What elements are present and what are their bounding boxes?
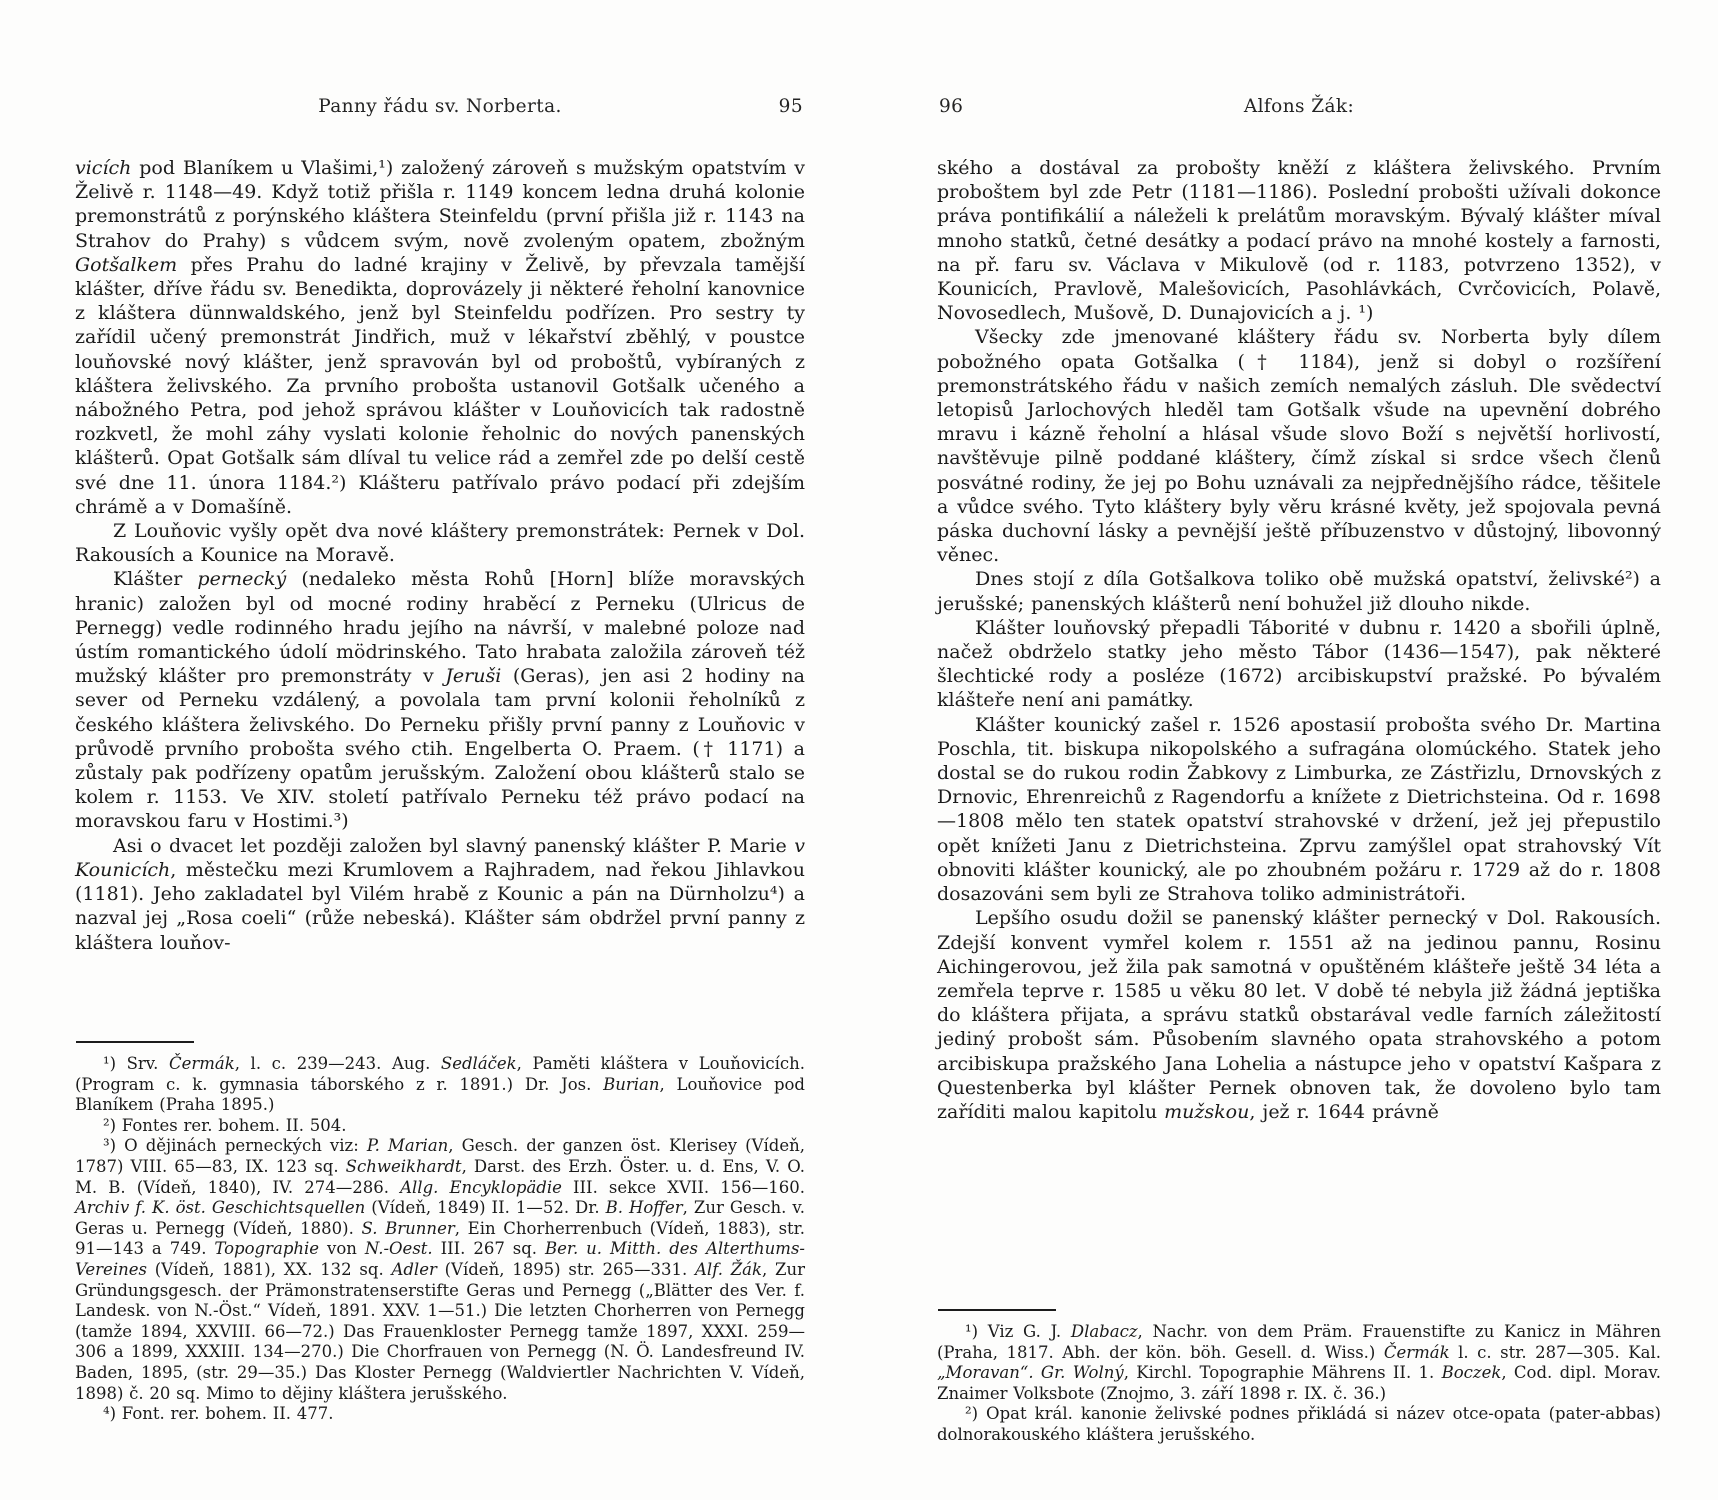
right-main-text (937, 156, 1661, 1302)
right-footnote-separator (938, 1309, 1056, 1311)
left-running-head (75, 96, 805, 122)
paragraph: Klášter louňovský přepadli Táborité v dubnu r. 1420 a sbořili úplně, načež obdrželo statky jeho město Tábor (1436—1547), pak některé šlechtické rody a posléze (1672) arcibiskupství pražské. Po bývalém klášteře není ani památky. (937, 616, 1661, 712)
paragraph: Z Louňovic vyšly opět dva nové kláštery premonstrátek: Pernek v Dol. Rakousích a Kounice na Moravě. (75, 520, 805, 567)
page-right (859, 0, 1718, 1500)
left-body (75, 156, 805, 1425)
left-footnote-separator (76, 1041, 194, 1043)
paragraph: Asi o dvacet let později založen byl slavný panenský klášter P. Marie v Kounicích, městečku mezi Krumlovem a Rajhradem, nad řekou Jihlavkou (1181). Jeho zakladatel byl Vilém hrabě z Kounic a pán na Dürnholzu⁴) a nazval jej „Rosa coeli“ (růže nebeská). Klášter sám obdržel první panny z kláštera louňov- (75, 834, 805, 954)
footnote: ²) Opat král. kanonie želivské podnes přikládá si název otce-opata (pater-abbas) dolnorakouského kláštera jerušského. (937, 1404, 1661, 1444)
left-footnotes (75, 1054, 805, 1425)
right-header-title: Alfons Žák: (1243, 96, 1355, 117)
paragraph: vicích pod Blaníkem u Vlašimi,¹) založený zároveň s mužským opatstvím v Želivě r. 1148—49. Když totiž přišla r. 1149 koncem ledna druhá kolonie premonstrátů z porýnského kláštera Steinfeldu (první přišla již r. 1143 na Strahov do Prahy) s vůdcem svým, nově zvoleným opatem, zbožným Gotšalkem přes Prahu do ladné krajiny v Želivě, by převzala tamější klášter, dříve řádu sv. Benedikta, doprovázely ji některé řeholní kanovnice z kláštera dünnwaldského, jenž byl Steinfeldu podřízen. Pro sestry ty zařídil učený premonstrát Jindřich, muž v lékařství zběhlý, v poustce louňovské nový klášter, jenž spravován byl od proboštů, vybíraných z kláštera želivského. Za prvního probošta ustanovil Gotšalk učeného a nábožného Petra, pod jehož správou klášter v Louňovicích tak radostně rozkvetl, že mohl záhy vyslati kolonie řeholnic do nových panenských klášterů. Opat Gotšalk sám dlíval tu velice rád a zemřel zde po delší cestě své dne 11. února 1184.²) Klášteru patřívalo právo podací při zdejším chrámě a v Domašíně. (75, 157, 805, 518)
left-page-number: 95 (778, 96, 803, 117)
right-footnotes (937, 1322, 1661, 1446)
right-page-number: 96 (939, 96, 964, 117)
paragraph: Dnes stojí z díla Gotšalkova toliko obě mužská opatství, želivské²) a jerušské; panenských klášterů není bohužel již dlouho nikde. (937, 568, 1661, 615)
paragraph: Klášter pernecký (nedaleko města Rohů [Horn] blíže moravských hranic) založen byl od mocné rodiny hraběcí z Perneku (Ulricus de Pernegg) vedle rodinného hradu jejího na návrší, v malebné poloze nad ústím romantického údolí mödrinského. Tato hrabata založila zároveň též mužský klášter pro premonstráty v Jeruši (Geras), jen asi 2 hodiny na sever od Perneku vzdálený, a povolala tam první kolonii řeholníků z českého kláštera želivského. Do Perneku přišly první panny z Louňovic v průvodě prvního probošta svého ctih. Engelberta O. Praem. († 1171) a zůstaly pak podřízeny opatům jerušským. Založení obou klášterů stalo se kolem r. 1153. Ve XIV. století patřívalo Perneku též právo podací na moravskou faru v Hostimi.³) (75, 568, 805, 833)
footnote: ¹) Viz G. J. Dlabacz, Nachr. von dem Präm. Frauenstifte zu Kanicz in Mähren (Praha, 1817. Abh. der kön. böh. Gesell. d. Wiss.) Čermák l. c. str. 287—305. Kal. „Moravan“. Gr. Wolný, Kirchl. Topographie Mährens II. 1. Boczek, Cod. dipl. Morav. Znaimer Volksbote (Znojmo, 3. září 1898 r. IX. č. 36.) (937, 1322, 1662, 1403)
paragraph: Všecky zde jmenované kláštery řádu sv. Norberta byly dílem pobožného opata Gotšalka († 1184), jenž si dobyl o rozšíření premonstrátského řádu v našich zemích nemalých zásluh. Dle svědectví letopisů Jarlochových hleděl tam Gotšalk všude na upevnění dobrého mravu i kázně řeholní a hlásal všude slovo Boží s největší horlivostí, navštěvuje pilně poddané kláštery, čímž získal si srdce všech členů posvátné rodiny, že jej po Bohu uznávali za nejpřednějšího rádce, těšitele a vůdce svého. Tyto kláštery byly věru krásné květy, jež spojovala pevná páska duchovní lásky a pevnější ještě příbuzenstvo v důstojný, libovonný věnec. (937, 326, 1661, 567)
paragraph: ského a dostával za probošty kněží z kláštera želivského. Prvním proboštem byl zde Petr (1181—1186). Poslední probošti užívali dokonce práva pontifikálií a náleželi k prelátům moravským. Bývalý klášter míval mnoho statků, četné desátky a podací právo na mnohé kostely a farnosti, na př. faru sv. Václava v Mikulově (od r. 1183, potvrzeno 1352), v Kounicích, Pravlově, Malešovicích, Pasohlávkách, Cvrčovicích, Polavě, Novosedlech, Mušově, D. Dunajovicích a j. ¹) (937, 157, 1661, 325)
right-body (937, 156, 1661, 1446)
footnote: ²) Fontes rer. bohem. II. 504. (103, 1115, 347, 1135)
left-main-text (75, 156, 805, 1034)
paragraph: Klášter kounický zašel r. 1526 apostasií probošta svého Dr. Martina Poschla, tit. biskupa nikopolského a sufragána olomúckého. Statek jeho dostal se do rukou rodin Žabkovy z Limburka, ze Zástřizlu, Drnovských z Drnovic, Ehrenreichů z Ragendorfu a knížete z Dietrichsteina. Od r. 1698—1808 mělo ten statek opatství strahovské v držení, jež jej přepustilo opět knížeti Janu z Dietrichsteina. Zprvu zamýšlel opat strahovský Vít obnoviti klášter kounický, ale po zhoubném požáru r. 1729 až do r. 1808 dosazováni sem byli ze Strahova toliko administrátoři. (937, 713, 1661, 906)
paragraph: Lepšího osudu dožil se panenský klášter pernecký v Dol. Rakousích. Zdejší konvent vymřel kolem r. 1551 až na jedinou pannu, Rosinu Aichingerovou, jež žila pak samotná v opuštěném klášteře ještě 34 léta a zemřela teprve r. 1585 u věku 80 let. V době té nebyla již žádná jeptiška do kláštera přijata, a správu statků obstarával vedle farních záležitostí jediný probošt sám. Působením slavného opata strahovského a potom arcibiskupa pražského Jana Lohelia a nástupce jeho v opatství Kašpara z Questenberka byl klášter Pernek obnoven tak, že dovoleno bylo tam zaříditi malou kapitolu mužskou, jež r. 1644 právně (937, 907, 1661, 1123)
footnote: ⁴) Font. rer. bohem. II. 477. (103, 1404, 334, 1424)
right-running-head (937, 96, 1661, 122)
footnote: ³) O dějinách perneckých viz: P. Marian, Gesch. der ganzen öst. Klerisey (Vídeň, 1787) VIII. 65—83, IX. 123 sq. Schweikhardt, Darst. des Erzh. Öster. u. d. Ens, V. O. M. B. (Vídeň, 1840), IV. 274—286. Allg. Encyklopädie III. sekce XVII. 156—160. Archiv f. K. öst. Geschichtsquellen (Vídeň, 1849) II. 1—52. Dr. B. Hoffer, Zur Gesch. v. Geras u. Pernegg (Vídeň, 1880). S. Brunner, Ein Chorherrenbuch (Vídeň, 1883), str. 91—143 a 749. Topographie von N.-Oest. III. 267 sq. Ber. u. Mitth. des Alterthums-Vereines (Vídeň, 1881), XX. 132 sq. Adler (Vídeň, 1895) str. 265—331. Alf. Žák, Zur Gründungsgesch. der Prämonstratenserstifte Geras und Pernegg („Blätter des Ver. f. Landesk. von N.-Öst.“ Vídeň, 1891. XXV. 1—51.) Die letzten Chorherren von Pernegg (tamže 1894, XXVIII. 66—72.) Das Frauenkloster Pernegg tamže 1897, XXXI. 259—306 a 1899, XXXIII. 134—270.) Die Chorfrauen von Pernegg (N. Ö. Landesfreund IV. Baden, 1895, (str. 29—35.) Das Kloster Pernegg (Waldviertler Nachrichten V. Vídeň, 1898) č. 20 sq. Mimo to dějiny kláštera jerušského. (75, 1136, 806, 1403)
left-header-title: Panny řádu sv. Norberta. (318, 96, 562, 117)
footnote: ¹) Srv. Čermák, l. c. 239—243. Aug. Sedláček, Paměti kláštera v Louňovicích. (Program c. k. gymnasia táborského z r. 1891.) Dr. Jos. Burian, Louňovice pod Blaníkem (Praha 1895.) (75, 1054, 805, 1115)
